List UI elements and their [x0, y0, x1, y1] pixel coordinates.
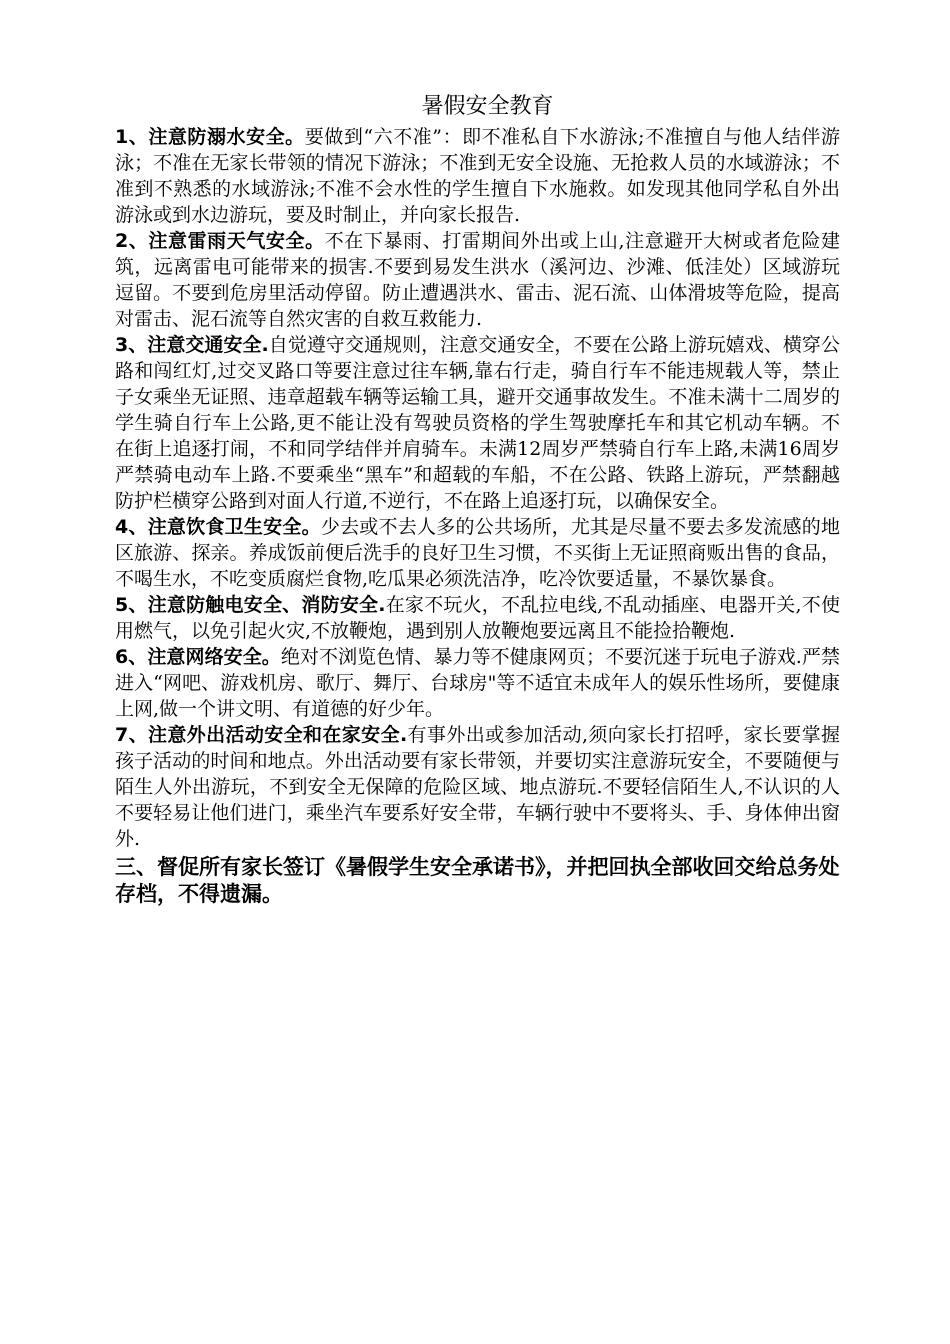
- section-outing-home: [115, 722, 840, 852]
- section-heading: 4、注意饮食卫生安全。: [115, 516, 321, 538]
- section-network: [115, 644, 840, 722]
- final-note: 三、督促所有家长签订《暑假学生安全承诺书》，并把回执全部收回交给总务处存档，不得遗漏。: [115, 855, 840, 906]
- section-heading: 5、注意防触电安全、消防安全.: [115, 594, 386, 616]
- section-heading: 6、注意网络安全。: [115, 646, 281, 668]
- section-traffic: [115, 332, 840, 514]
- section-body: 绝对不浏览色情、暴力等不健康网页；不要沉迷于玩电子游戏.严禁进入“网吧、游戏机房、歌厅、舞厅、台球房"等不适宜未成年人的娱乐性场所，要健康上网,做一个讲文明、有道德的好少年。: [115, 646, 840, 720]
- section-body: 要做到“六不准”：即不准私自下水游泳;不准擅自与他人结伴游泳；不准在无家长带领的情况下游泳；不准到无安全设施、无抢救人员的水域游泳；不准到不熟悉的水域游泳;不准不会水性的学生擅自下水施救。如发现其他同学私自外出游泳或到水边游玩，要及时制止，并向家长报告.: [115, 126, 840, 226]
- section-body: 有事外出或参加活动,须向家长打招呼，家长要掌握孩子活动的时间和地点。外出活动要有家长带领，并要切实注意游玩安全，不要随便与陌生人外出游玩，不到安全无保障的危险区域、地点游玩.不要轻信陌生人,不认识的人不要轻易让他们进门，乘坐汽车要系好安全带，车辆行驶中不要将头、手、身体伸出窗外.: [115, 724, 840, 850]
- section-thunderstorm: [115, 228, 840, 332]
- section-heading: 2、注意雷雨天气安全。: [115, 230, 325, 252]
- section-body: 自觉遵守交通规则，注意交通安全，不要在公路上游玩嬉戏、横穿公路和闯红灯,过交叉路口等要注意过往车辆,靠右行走，骑自行车不能违规载人等，禁止子女乘坐无证照、违章超载车辆等运输工具，避开交通事故发生。不准未满十二周岁的学生骑自行车上公路,更不能让没有驾驶员资格的学生驾驶摩托车和其它机动车辆。不在街上追逐打闹，不和同学结伴并肩骑车。未满12周岁严禁骑自行车上路,未满16周岁严禁骑电动车上路.不要乘坐“黑车”和超载的车船，不在公路、铁路上游玩，严禁翻越防护栏横穿公路到对面人行道,不逆行，不在路上追逐打玩，以确保安全。: [115, 334, 840, 512]
- section-electric-fire: [115, 592, 840, 644]
- section-food-hygiene: [115, 514, 840, 592]
- document-page: [115, 92, 840, 908]
- section-drowning: [115, 124, 840, 228]
- section-body: 不在下暴雨、打雷期间外出或上山,注意避开大树或者危险建筑，远离雷电可能带来的损害.不要到易发生洪水（溪河边、沙滩、低洼处）区域游玩逗留。不要到危房里活动停留。防止遭遇洪水、雷击、泥石流、山体滑坡等危险，提高对雷击、泥石流等自然灾害的自救互救能力.: [115, 230, 840, 330]
- section-heading: 1、注意防溺水安全。: [115, 126, 305, 148]
- section-heading: 3、注意交通安全.: [115, 334, 269, 356]
- section-heading: 7、注意外出活动安全和在家安全.: [115, 724, 408, 746]
- section-body: 在家不玩火，不乱拉电线,不乱动插座、电器开关,不使用燃气，以免引起火灾,不放鞭炮，遇到别人放鞭炮要远离且不能捡拾鞭炮.: [115, 594, 840, 642]
- section-body: 少去或不去人多的公共场所，尤其是尽量不要去多发流感的地区旅游、探亲。养成饭前便后洗手的良好卫生习惯，不买街上无证照商贩出售的食品，不喝生水，不吃变质腐烂食物,吃瓜果必须洗洁净，吃冷饮要适量，不暴饮暴食。: [115, 516, 840, 590]
- document-title: 暑假安全教育: [421, 94, 554, 119]
